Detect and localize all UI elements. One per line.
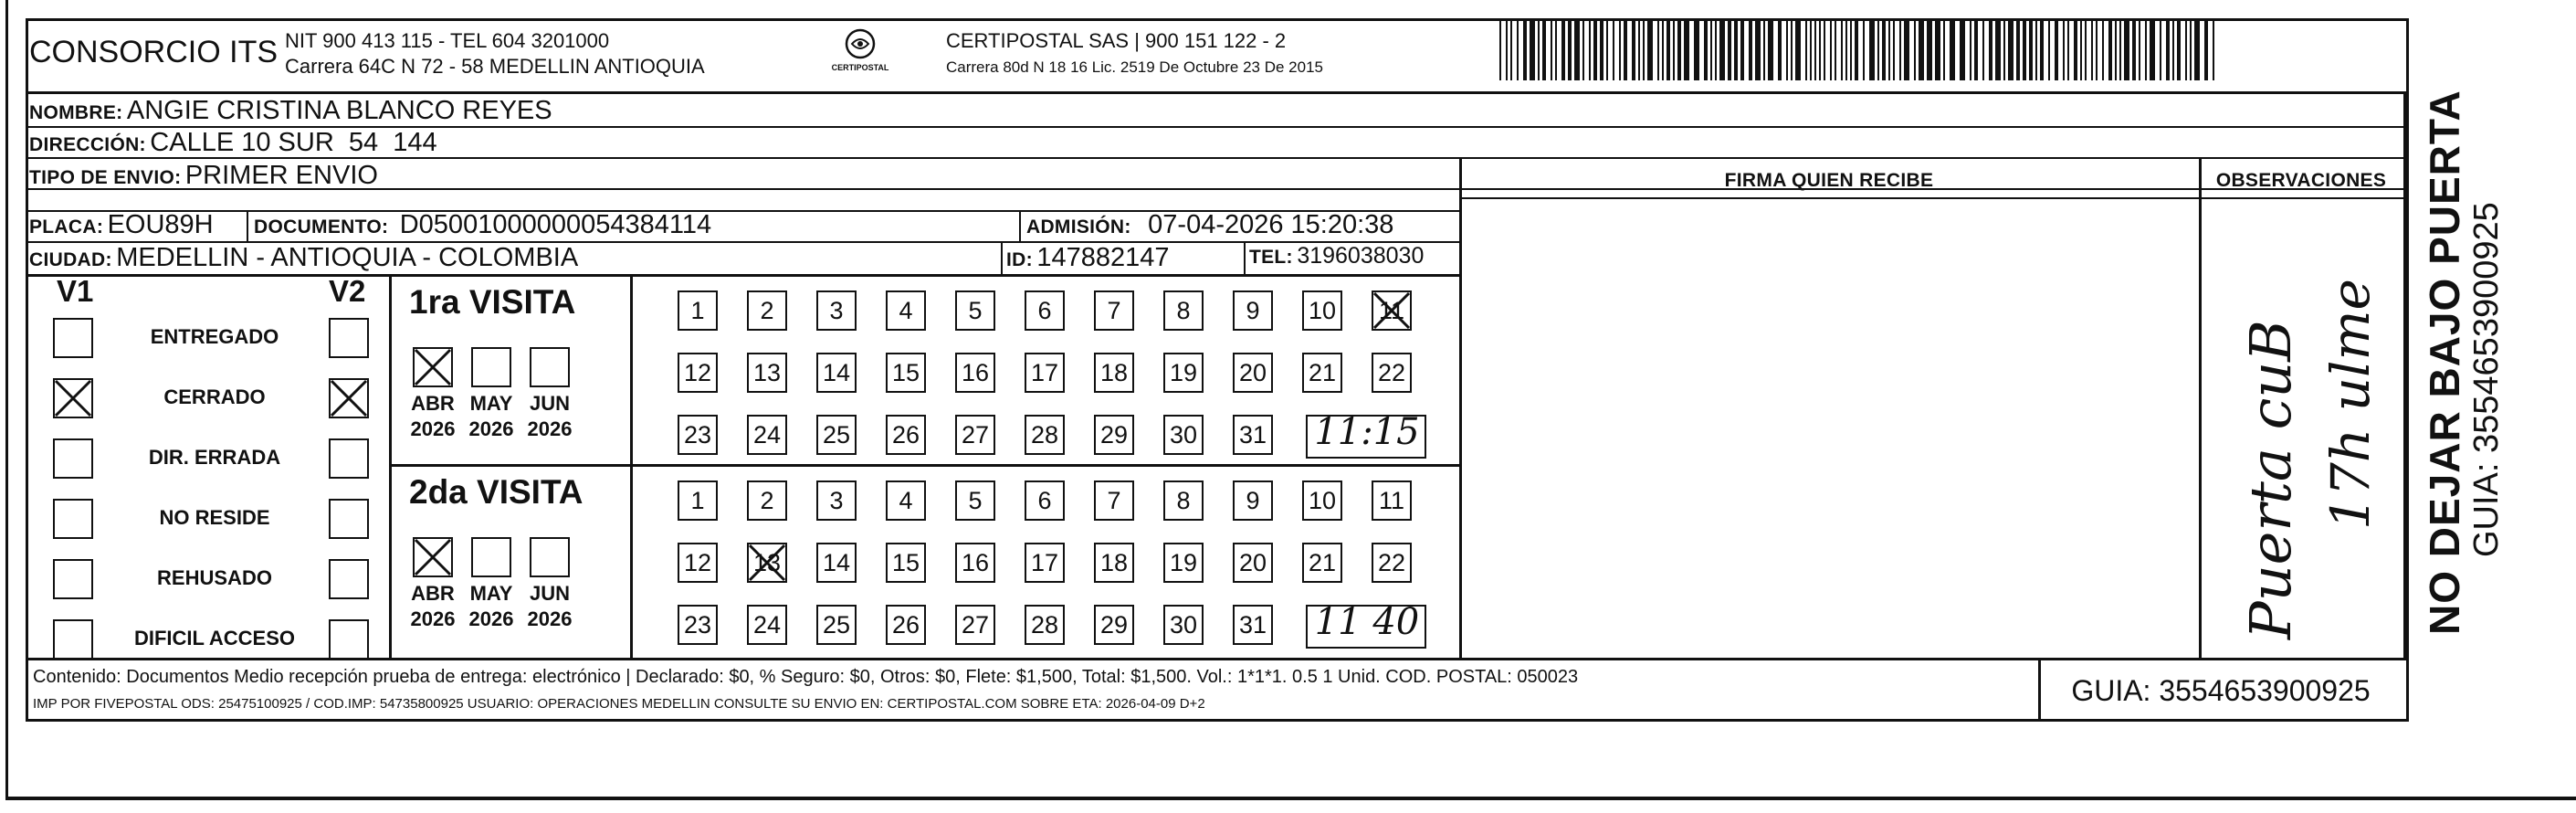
visit-2-day-10[interactable]: 10 <box>1302 480 1342 521</box>
direccion-label: DIRECCIÓN: <box>29 134 146 155</box>
visit-2-day-7[interactable]: 7 <box>1094 480 1134 521</box>
footer-guia: GUIA: 3554653900925 <box>2071 674 2371 707</box>
visit-1-day-28[interactable]: 28 <box>1025 415 1065 455</box>
placa-label: PLACA: <box>29 216 104 238</box>
visit-2-month-jun-label: JUN <box>529 582 570 605</box>
visit-2-day-11[interactable]: 11 <box>1372 480 1412 521</box>
visit-1-day-9[interactable]: 9 <box>1233 290 1273 331</box>
visit-2-day-16[interactable]: 16 <box>955 543 995 583</box>
visit-2-month-abr-label: ABR <box>411 582 455 605</box>
direccion-value: CALLE 10 SUR 54 144 <box>150 128 437 157</box>
visit-2-day-8[interactable]: 8 <box>1163 480 1204 521</box>
v2-check-mark-cerrado <box>329 378 369 418</box>
visit-2-day-6[interactable]: 6 <box>1025 480 1065 521</box>
visit-1-day-5[interactable]: 5 <box>955 290 995 331</box>
left-rule <box>5 0 8 797</box>
visit-2-day-3[interactable]: 3 <box>816 480 857 521</box>
visit-1-day-29[interactable]: 29 <box>1094 415 1134 455</box>
visit-2-month-may-year: 2026 <box>468 607 514 630</box>
documento-field <box>254 210 711 240</box>
signature-area[interactable] <box>1461 201 2197 656</box>
ciudad-field <box>29 243 578 273</box>
tel-field <box>1249 243 1424 269</box>
v1-checkbox-no-reside[interactable] <box>53 499 93 539</box>
visit-1-month-check-mark <box>413 347 453 387</box>
visit-1-day-13[interactable]: 13 <box>747 353 787 393</box>
visit-1-day-15[interactable]: 15 <box>886 353 926 393</box>
carrier-license: Carrera 80d N 18 16 Lic. 2519 De Octubre 23 De 2015 <box>946 58 1323 76</box>
visit-1-day-8[interactable]: 8 <box>1163 290 1204 331</box>
visit-1-month-jun-label: JUN <box>529 392 570 415</box>
visit-2-day-13[interactable]: 13 <box>747 543 787 583</box>
visit-2-day-28[interactable]: 28 <box>1025 605 1065 645</box>
visit-1-day-1[interactable]: 1 <box>678 290 718 331</box>
v1-check-mark-cerrado <box>53 378 93 418</box>
tel-value: 3196038030 <box>1297 243 1425 269</box>
documento-value: D05001000000054384114 <box>399 210 712 239</box>
admision-field <box>1026 210 1393 240</box>
contenido-line: Contenido: Documentos Medio recepción prueba de entrega: electrónico | Declarado: $0, % Seguro: $0, Otros: $0, Flete: $1,500, Total: $1,500. Vol.: 1*1*1. 0.5 1 Unid. COD. POSTAL: 050023 <box>33 667 1579 687</box>
v2-checkbox-dificil-acceso[interactable] <box>329 619 369 660</box>
visit-1-time-handwritten: 11:15 <box>1314 411 1420 453</box>
v1-checkbox-dificil-acceso[interactable] <box>53 619 93 660</box>
visit-1-day-25[interactable]: 25 <box>816 415 857 455</box>
visit-2-day-19[interactable]: 19 <box>1163 543 1204 583</box>
id-value: 147882147 <box>1036 243 1170 272</box>
visit-1-day-12[interactable]: 12 <box>678 353 718 393</box>
tipo-envio-row <box>29 161 378 191</box>
firma-header: FIRMA QUIEN RECIBE <box>1724 170 1934 191</box>
v1-checkbox-dir-errada[interactable] <box>53 438 93 479</box>
visit-2-month-may-label: MAY <box>469 582 513 605</box>
visit-1-day-16[interactable]: 16 <box>955 353 995 393</box>
nombre-row <box>29 96 552 126</box>
tipo-envio-label: TIPO DE ENVIO: <box>29 167 182 188</box>
documento-label: DOCUMENTO: <box>254 216 389 238</box>
visit-2-day-20[interactable]: 20 <box>1233 543 1273 583</box>
certipostal-logo <box>827 27 893 72</box>
visit-2-day-9[interactable]: 9 <box>1233 480 1273 521</box>
visit-1-day-3[interactable]: 3 <box>816 290 857 331</box>
certipostal-logo-icon <box>842 27 878 60</box>
v1-label: V1 <box>57 274 94 308</box>
side-warning: NO DEJAR BAJO PUERTA <box>2421 90 2468 635</box>
v2-checkbox-dir-errada[interactable] <box>329 438 369 479</box>
visit-1-day-11[interactable]: 11 <box>1372 290 1412 331</box>
ciudad-value: MEDELLIN - ANTIOQUIA - COLOMBIA <box>116 243 579 272</box>
visit-1-day-26[interactable]: 26 <box>886 415 926 455</box>
carrier-name: CERTIPOSTAL SAS | 900 151 122 - 2 <box>946 29 1287 52</box>
placa-field <box>29 210 214 240</box>
status-label-no-reside: NO RESIDE <box>159 506 270 529</box>
visit-1-day-2[interactable]: 2 <box>747 290 787 331</box>
visit-1-title: 1ra VISITA <box>409 283 576 321</box>
v2-label: V2 <box>329 274 366 308</box>
logo-text: CERTIPOSTAL <box>831 63 889 72</box>
visit-2-day-15[interactable]: 15 <box>886 543 926 583</box>
visit-2-day-25[interactable]: 25 <box>816 605 857 645</box>
ciudad-label: CIUDAD: <box>29 249 112 270</box>
v2-checkbox-no-reside[interactable] <box>329 499 369 539</box>
visit-2-day-24[interactable]: 24 <box>747 605 787 645</box>
observaciones-note-2: 17h ulme <box>2319 279 2381 530</box>
visit-2-day-23[interactable]: 23 <box>678 605 718 645</box>
admision-value: 07-04-2026 15:20:38 <box>1148 210 1394 239</box>
visit-1-day-18[interactable]: 18 <box>1094 353 1134 393</box>
visit-2-day-1[interactable]: 1 <box>678 480 718 521</box>
visit-1-day-6[interactable]: 6 <box>1025 290 1065 331</box>
observaciones-header: OBSERVACIONES <box>2215 170 2387 191</box>
placa-value: EOU89H <box>107 210 214 239</box>
visit-1-day-21[interactable]: 21 <box>1302 353 1342 393</box>
company-nit: NIT 900 413 115 - TEL 604 3201000 <box>285 29 610 52</box>
visit-2-day-21[interactable]: 21 <box>1302 543 1342 583</box>
visit-2-day-12[interactable]: 12 <box>678 543 718 583</box>
imp-line: IMP POR FIVEPOSTAL ODS: 25475100925 / COD.IMP: 54735800925 USUARIO: OPERACIONES MEDELLIN CONSULTE SU ENVIO EN: CERTIPOSTAL.COM SOBRE ETA: 2026-04-09 D+2 <box>33 696 1205 712</box>
visit-2-month-jun-year: 2026 <box>527 607 573 630</box>
nombre-value: ANGIE CRISTINA BLANCO REYES <box>126 96 552 125</box>
status-label-dir-errada: DIR. ERRADA <box>148 446 281 469</box>
visit-1-month-abr-label: ABR <box>411 392 455 415</box>
visit-2-day-27[interactable]: 27 <box>955 605 995 645</box>
visit-2-title: 2da VISITA <box>409 473 584 511</box>
v1-checkbox-entregado[interactable] <box>53 318 93 358</box>
visit-1-day-7[interactable]: 7 <box>1094 290 1134 331</box>
direccion-row <box>29 128 437 158</box>
visit-1-day-19[interactable]: 19 <box>1163 353 1204 393</box>
status-label-dificil-acceso: DIFICIL ACCESO <box>133 627 295 649</box>
visit-2-day-17[interactable]: 17 <box>1025 543 1065 583</box>
observaciones-note-1: Puerta cuB <box>2237 320 2304 639</box>
visit-1-day-24[interactable]: 24 <box>747 415 787 455</box>
visit-1-day-4[interactable]: 4 <box>886 290 926 331</box>
visit-1-day-14[interactable]: 14 <box>816 353 857 393</box>
visit-1-day-30[interactable]: 30 <box>1163 415 1204 455</box>
visit-2-month-jun-checkbox[interactable] <box>530 537 570 577</box>
company-address: Carrera 64C N 72 - 58 MEDELLIN ANTIOQUIA <box>285 55 705 78</box>
visit-1-day-22[interactable]: 22 <box>1372 353 1412 393</box>
visit-1-day-31[interactable]: 31 <box>1233 415 1273 455</box>
visit-1-month-abr-year: 2026 <box>410 417 456 440</box>
tel-label: TEL: <box>1249 247 1293 268</box>
visit-2-day-29[interactable]: 29 <box>1094 605 1134 645</box>
barcode <box>1498 20 2228 82</box>
visit-2-day-mark <box>747 543 787 583</box>
visit-2-month-abr-year: 2026 <box>410 607 456 630</box>
visit-1-month-may-year: 2026 <box>468 417 514 440</box>
side-guia: GUIA: 3554653900925 <box>2467 202 2506 557</box>
visit-1-day-10[interactable]: 10 <box>1302 290 1342 331</box>
visit-1-month-may-label: MAY <box>469 392 513 415</box>
visit-2-day-2[interactable]: 2 <box>747 480 787 521</box>
visit-2-month-check-mark <box>413 537 453 577</box>
visit-2-day-18[interactable]: 18 <box>1094 543 1134 583</box>
visit-2-day-14[interactable]: 14 <box>816 543 857 583</box>
admision-label: ADMISIÓN: <box>1026 216 1131 238</box>
v2-checkbox-entregado[interactable] <box>329 318 369 358</box>
id-label: ID: <box>1006 249 1033 270</box>
visit-2-day-30[interactable]: 30 <box>1163 605 1204 645</box>
visit-2-day-4[interactable]: 4 <box>886 480 926 521</box>
visit-2-day-31[interactable]: 31 <box>1233 605 1273 645</box>
nombre-label: NOMBRE: <box>29 102 123 123</box>
bottom-rule <box>5 797 2576 800</box>
v2-checkbox-rehusado[interactable] <box>329 559 369 599</box>
visit-2-day-22[interactable]: 22 <box>1372 543 1412 583</box>
tipo-envio-value: PRIMER ENVIO <box>184 161 378 190</box>
visit-1-month-jun-checkbox[interactable] <box>530 347 570 387</box>
company-name: CONSORCIO ITS <box>29 35 279 69</box>
visit-1-day-20[interactable]: 20 <box>1233 353 1273 393</box>
status-label-cerrado: CERRADO <box>163 385 266 408</box>
visit-1-day-17[interactable]: 17 <box>1025 353 1065 393</box>
visit-1-day-27[interactable]: 27 <box>955 415 995 455</box>
id-field <box>1006 243 1170 273</box>
visit-1-day-23[interactable]: 23 <box>678 415 718 455</box>
visit-2-time-handwritten: 11 40 <box>1314 601 1420 643</box>
status-label-rehusado: REHUSADO <box>157 566 272 589</box>
visit-1-month-jun-year: 2026 <box>527 417 573 440</box>
v1-checkbox-rehusado[interactable] <box>53 559 93 599</box>
visit-2-day-26[interactable]: 26 <box>886 605 926 645</box>
visit-1-day-mark <box>1372 290 1412 331</box>
visit-2-day-5[interactable]: 5 <box>955 480 995 521</box>
visit-1-month-may-checkbox[interactable] <box>471 347 511 387</box>
visit-2-month-may-checkbox[interactable] <box>471 537 511 577</box>
status-label-entregado: ENTREGADO <box>150 325 279 348</box>
